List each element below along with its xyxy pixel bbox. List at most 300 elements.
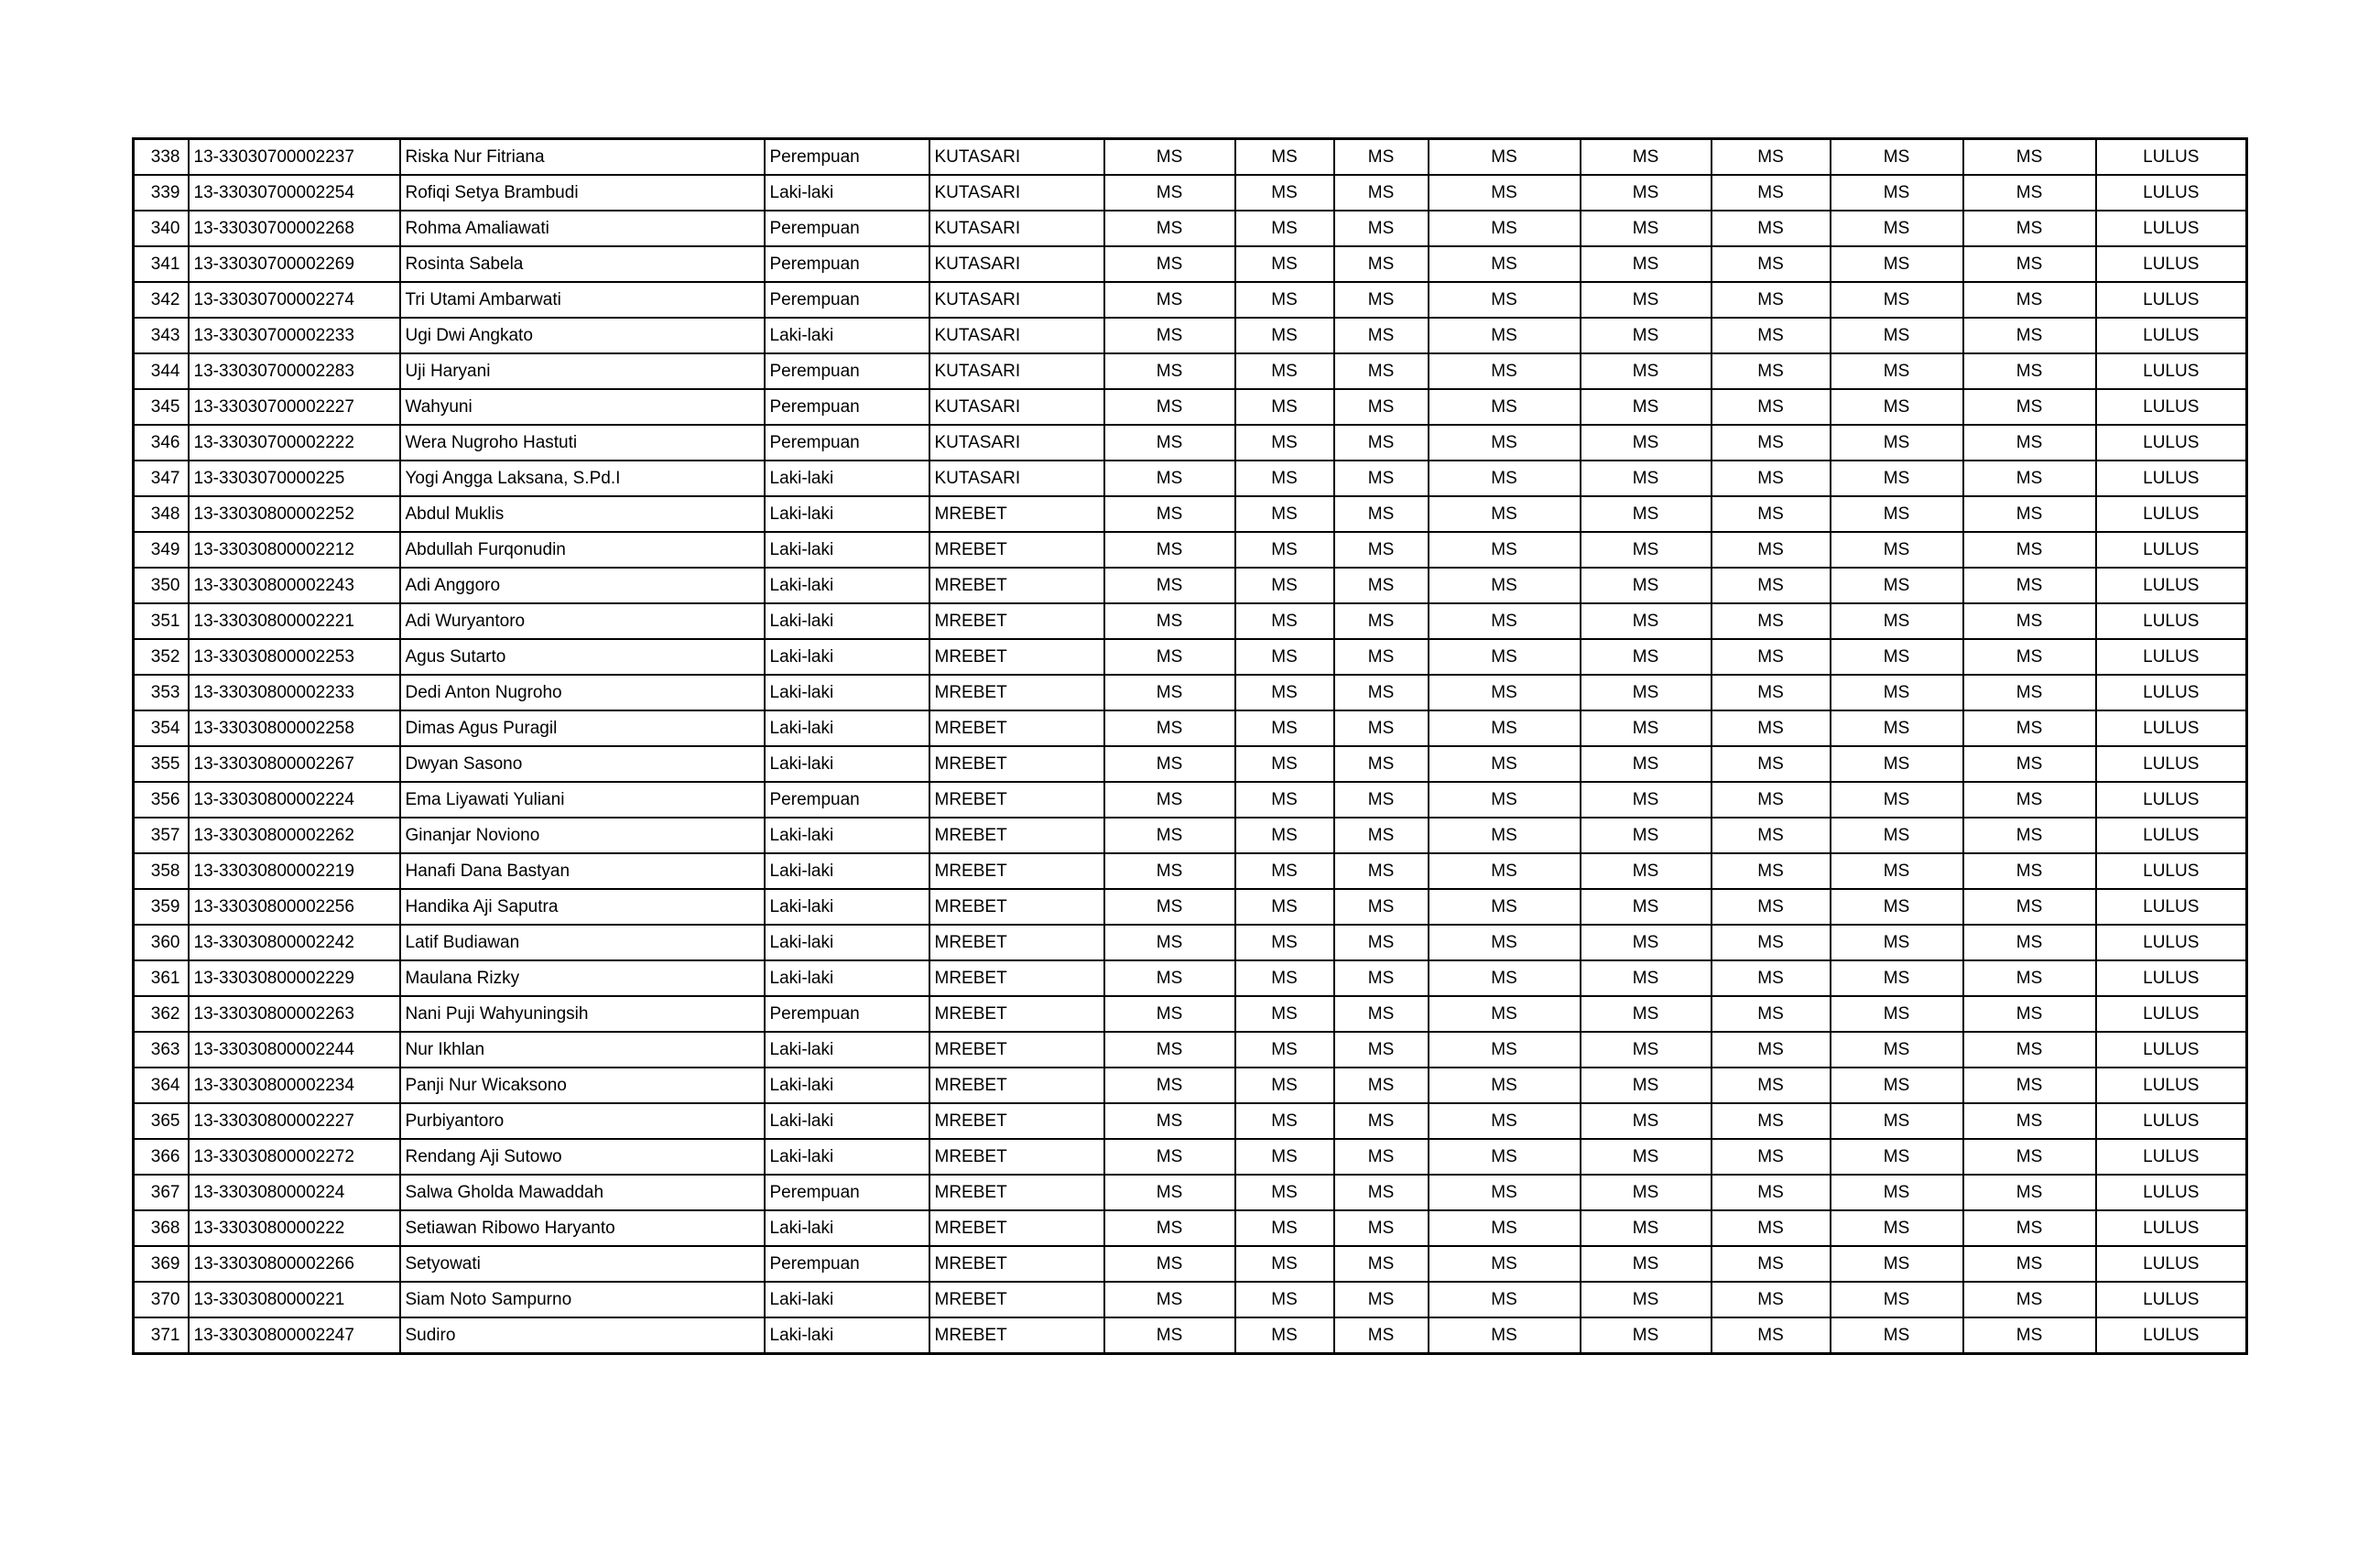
assessment-cell-5: MS [1581,853,1712,889]
gender-cell: Laki-laki [765,1282,929,1317]
assessment-cell-1: MS [1104,1210,1235,1246]
assessment-cell-7: MS [1831,282,1963,318]
assessment-cell-7: MS [1831,1139,1963,1175]
assessment-cell-4: MS [1429,853,1581,889]
assessment-cell-1: MS [1104,1139,1235,1175]
village-cell: KUTASARI [929,246,1104,282]
table-body [134,139,2247,1354]
assessment-cell-2: MS [1235,960,1334,996]
assessment-cell-8: MS [1963,1139,2096,1175]
table-row [134,818,2247,853]
row-number-cell: 345 [134,389,189,425]
assessment-cell-1: MS [1104,532,1235,568]
assessment-cell-5: MS [1581,139,1712,176]
assessment-cell-7: MS [1831,568,1963,603]
assessment-cell-6: MS [1712,746,1831,782]
table-row [134,1210,2247,1246]
assessment-cell-1: MS [1104,1068,1235,1103]
participant-name-cell: Wahyuni [400,389,765,425]
assessment-cell-8: MS [1963,1317,2096,1354]
assessment-cell-6: MS [1712,675,1831,710]
assessment-cell-5: MS [1581,818,1712,853]
participant-name-cell: Salwa Gholda Mawaddah [400,1175,765,1210]
gender-cell: Laki-laki [765,603,929,639]
assessment-cell-3: MS [1334,282,1429,318]
row-number-cell: 340 [134,211,189,246]
assessment-cell-8: MS [1963,282,2096,318]
status-cell: LULUS [2096,1282,2247,1317]
participant-name-cell: Hanafi Dana Bastyan [400,853,765,889]
assessment-cell-7: MS [1831,1282,1963,1317]
assessment-cell-3: MS [1334,568,1429,603]
assessment-cell-1: MS [1104,461,1235,496]
village-cell: MREBET [929,925,1104,960]
assessment-cell-4: MS [1429,960,1581,996]
assessment-cell-8: MS [1963,425,2096,461]
assessment-cell-4: MS [1429,496,1581,532]
assessment-cell-2: MS [1235,282,1334,318]
assessment-cell-1: MS [1104,889,1235,925]
assessment-cell-4: MS [1429,1175,1581,1210]
assessment-cell-5: MS [1581,782,1712,818]
gender-cell: Perempuan [765,211,929,246]
assessment-cell-3: MS [1334,1175,1429,1210]
participant-id-cell: 13-33030800002244 [189,1032,400,1068]
status-cell: LULUS [2096,568,2247,603]
assessment-cell-1: MS [1104,496,1235,532]
row-number-cell: 344 [134,353,189,389]
assessment-cell-2: MS [1235,639,1334,675]
participant-id-cell: 13-33030800002262 [189,818,400,853]
gender-cell: Laki-laki [765,1317,929,1354]
assessment-cell-7: MS [1831,1175,1963,1210]
assessment-cell-6: MS [1712,1068,1831,1103]
table-row [134,1139,2247,1175]
row-number-cell: 348 [134,496,189,532]
row-number-cell: 341 [134,246,189,282]
assessment-cell-2: MS [1235,568,1334,603]
village-cell: MREBET [929,1210,1104,1246]
gender-cell: Laki-laki [765,1032,929,1068]
assessment-cell-8: MS [1963,853,2096,889]
assessment-cell-3: MS [1334,639,1429,675]
participant-id-cell: 13-33030800002227 [189,1103,400,1139]
row-number-cell: 351 [134,603,189,639]
participant-name-cell: Rohma Amaliawati [400,211,765,246]
gender-cell: Perempuan [765,139,929,176]
status-cell: LULUS [2096,782,2247,818]
assessment-cell-1: MS [1104,1246,1235,1282]
status-cell: LULUS [2096,1068,2247,1103]
row-number-cell: 355 [134,746,189,782]
gender-cell: Laki-laki [765,925,929,960]
status-cell: LULUS [2096,139,2247,176]
participant-id-cell: 13-33030700002254 [189,175,400,211]
assessment-cell-6: MS [1712,1139,1831,1175]
assessment-cell-8: MS [1963,1210,2096,1246]
participant-id-cell: 13-33030800002272 [189,1139,400,1175]
assessment-cell-3: MS [1334,603,1429,639]
assessment-cell-2: MS [1235,425,1334,461]
village-cell: MREBET [929,603,1104,639]
assessment-cell-4: MS [1429,603,1581,639]
assessment-cell-6: MS [1712,461,1831,496]
participant-name-cell: Riska Nur Fitriana [400,139,765,176]
row-number-cell: 354 [134,710,189,746]
row-number-cell: 353 [134,675,189,710]
table-row [134,853,2247,889]
row-number-cell: 370 [134,1282,189,1317]
participant-id-cell: 13-33030700002274 [189,282,400,318]
assessment-cell-3: MS [1334,175,1429,211]
assessment-cell-2: MS [1235,1210,1334,1246]
assessment-cell-5: MS [1581,960,1712,996]
table-row [134,282,2247,318]
assessment-cell-1: MS [1104,675,1235,710]
gender-cell: Laki-laki [765,1103,929,1139]
village-cell: KUTASARI [929,211,1104,246]
assessment-cell-5: MS [1581,1317,1712,1354]
village-cell: KUTASARI [929,389,1104,425]
assessment-cell-4: MS [1429,139,1581,176]
participant-name-cell: Ema Liyawati Yuliani [400,782,765,818]
assessment-cell-3: MS [1334,496,1429,532]
assessment-cell-5: MS [1581,889,1712,925]
assessment-cell-1: MS [1104,1032,1235,1068]
assessment-cell-2: MS [1235,1103,1334,1139]
assessment-cell-3: MS [1334,1068,1429,1103]
assessment-cell-8: MS [1963,318,2096,353]
assessment-cell-6: MS [1712,1282,1831,1317]
status-cell: LULUS [2096,746,2247,782]
status-cell: LULUS [2096,639,2247,675]
participant-name-cell: Wera Nugroho Hastuti [400,425,765,461]
assessment-cell-7: MS [1831,710,1963,746]
assessment-cell-1: MS [1104,389,1235,425]
assessment-cell-8: MS [1963,960,2096,996]
assessment-cell-6: MS [1712,175,1831,211]
village-cell: MREBET [929,568,1104,603]
status-cell: LULUS [2096,211,2247,246]
assessment-cell-4: MS [1429,425,1581,461]
participant-id-cell: 13-33030800002224 [189,782,400,818]
row-number-cell: 364 [134,1068,189,1103]
assessment-cell-8: MS [1963,603,2096,639]
assessment-cell-5: MS [1581,1103,1712,1139]
assessment-cell-6: MS [1712,853,1831,889]
status-cell: LULUS [2096,1103,2247,1139]
gender-cell: Laki-laki [765,889,929,925]
table-row [134,425,2247,461]
assessment-cell-5: MS [1581,425,1712,461]
assessment-cell-6: MS [1712,782,1831,818]
participant-name-cell: Uji Haryani [400,353,765,389]
status-cell: LULUS [2096,710,2247,746]
assessment-cell-1: MS [1104,710,1235,746]
assessment-cell-5: MS [1581,532,1712,568]
assessment-cell-5: MS [1581,389,1712,425]
participant-name-cell: Rendang Aji Sutowo [400,1139,765,1175]
assessment-cell-6: MS [1712,639,1831,675]
village-cell: MREBET [929,532,1104,568]
assessment-cell-6: MS [1712,496,1831,532]
assessment-cell-8: MS [1963,639,2096,675]
gender-cell: Laki-laki [765,175,929,211]
table-row [134,318,2247,353]
assessment-cell-7: MS [1831,603,1963,639]
assessment-cell-8: MS [1963,246,2096,282]
assessment-cell-5: MS [1581,461,1712,496]
table-row [134,568,2247,603]
assessment-cell-7: MS [1831,461,1963,496]
village-cell: MREBET [929,1246,1104,1282]
participant-id-cell: 13-33030800002242 [189,925,400,960]
assessment-cell-2: MS [1235,746,1334,782]
assessment-cell-6: MS [1712,568,1831,603]
assessment-cell-8: MS [1963,353,2096,389]
table-row [134,996,2247,1032]
assessment-cell-6: MS [1712,318,1831,353]
assessment-cell-6: MS [1712,1317,1831,1354]
table-row [134,1032,2247,1068]
assessment-cell-4: MS [1429,675,1581,710]
assessment-cell-5: MS [1581,175,1712,211]
assessment-cell-3: MS [1334,782,1429,818]
assessment-cell-7: MS [1831,532,1963,568]
gender-cell: Laki-laki [765,710,929,746]
status-cell: LULUS [2096,818,2247,853]
assessment-cell-8: MS [1963,746,2096,782]
row-number-cell: 365 [134,1103,189,1139]
assessment-cell-6: MS [1712,389,1831,425]
participant-name-cell: Yogi Angga Laksana, S.Pd.I [400,461,765,496]
participant-id-cell: 13-33030700002233 [189,318,400,353]
assessment-cell-2: MS [1235,461,1334,496]
assessment-cell-7: MS [1831,353,1963,389]
assessment-cell-7: MS [1831,425,1963,461]
assessment-cell-6: MS [1712,889,1831,925]
participant-name-cell: Dimas Agus Puragil [400,710,765,746]
assessment-cell-2: MS [1235,889,1334,925]
participant-name-cell: Rosinta Sabela [400,246,765,282]
assessment-cell-3: MS [1334,353,1429,389]
assessment-cell-3: MS [1334,532,1429,568]
assessment-cell-5: MS [1581,1210,1712,1246]
assessment-cell-4: MS [1429,175,1581,211]
results-table [132,137,2248,1355]
assessment-cell-4: MS [1429,1282,1581,1317]
row-number-cell: 360 [134,925,189,960]
assessment-cell-2: MS [1235,318,1334,353]
row-number-cell: 366 [134,1139,189,1175]
assessment-cell-2: MS [1235,996,1334,1032]
assessment-cell-8: MS [1963,496,2096,532]
table-row [134,1068,2247,1103]
participant-name-cell: Dwyan Sasono [400,746,765,782]
assessment-cell-8: MS [1963,389,2096,425]
assessment-cell-3: MS [1334,425,1429,461]
assessment-cell-8: MS [1963,1068,2096,1103]
assessment-cell-4: MS [1429,282,1581,318]
table-row [134,532,2247,568]
assessment-cell-5: MS [1581,496,1712,532]
village-cell: KUTASARI [929,139,1104,176]
status-cell: LULUS [2096,853,2247,889]
assessment-cell-1: MS [1104,1317,1235,1354]
assessment-cell-6: MS [1712,211,1831,246]
assessment-cell-7: MS [1831,1317,1963,1354]
participant-name-cell: Abdul Muklis [400,496,765,532]
assessment-cell-3: MS [1334,1246,1429,1282]
table-row [134,603,2247,639]
gender-cell: Laki-laki [765,960,929,996]
participant-id-cell: 13-33030800002253 [189,639,400,675]
assessment-cell-6: MS [1712,425,1831,461]
assessment-cell-1: MS [1104,996,1235,1032]
assessment-cell-8: MS [1963,139,2096,176]
assessment-cell-5: MS [1581,746,1712,782]
participant-name-cell: Abdullah Furqonudin [400,532,765,568]
assessment-cell-7: MS [1831,675,1963,710]
assessment-cell-4: MS [1429,1068,1581,1103]
row-number-cell: 338 [134,139,189,176]
village-cell: KUTASARI [929,353,1104,389]
participant-id-cell: 13-33030800002243 [189,568,400,603]
assessment-cell-8: MS [1963,1246,2096,1282]
assessment-cell-1: MS [1104,1103,1235,1139]
assessment-cell-5: MS [1581,353,1712,389]
assessment-cell-3: MS [1334,960,1429,996]
assessment-cell-7: MS [1831,1032,1963,1068]
gender-cell: Perempuan [765,996,929,1032]
status-cell: LULUS [2096,496,2247,532]
assessment-cell-2: MS [1235,1317,1334,1354]
participant-id-cell: 13-33030800002256 [189,889,400,925]
village-cell: MREBET [929,1175,1104,1210]
village-cell: MREBET [929,639,1104,675]
table-row [134,782,2247,818]
participant-name-cell: Tri Utami Ambarwati [400,282,765,318]
assessment-cell-3: MS [1334,1317,1429,1354]
assessment-cell-4: MS [1429,1246,1581,1282]
village-cell: KUTASARI [929,461,1104,496]
gender-cell: Laki-laki [765,675,929,710]
status-cell: LULUS [2096,353,2247,389]
row-number-cell: 368 [134,1210,189,1246]
status-cell: LULUS [2096,889,2247,925]
table-row [134,246,2247,282]
assessment-cell-7: MS [1831,246,1963,282]
assessment-cell-1: MS [1104,782,1235,818]
participant-id-cell: 13-33030800002266 [189,1246,400,1282]
assessment-cell-7: MS [1831,889,1963,925]
assessment-cell-6: MS [1712,818,1831,853]
assessment-cell-2: MS [1235,853,1334,889]
status-cell: LULUS [2096,925,2247,960]
participant-name-cell: Maulana Rizky [400,960,765,996]
assessment-cell-8: MS [1963,925,2096,960]
assessment-cell-5: MS [1581,710,1712,746]
table-row [134,139,2247,176]
row-number-cell: 339 [134,175,189,211]
assessment-cell-4: MS [1429,568,1581,603]
assessment-cell-4: MS [1429,996,1581,1032]
participant-id-cell: 13-33030800002252 [189,496,400,532]
assessment-cell-1: MS [1104,1175,1235,1210]
assessment-cell-8: MS [1963,1175,2096,1210]
row-number-cell: 371 [134,1317,189,1354]
assessment-cell-1: MS [1104,818,1235,853]
assessment-cell-4: MS [1429,353,1581,389]
village-cell: MREBET [929,710,1104,746]
assessment-cell-6: MS [1712,710,1831,746]
participant-id-cell: 13-33030700002237 [189,139,400,176]
participant-id-cell: 13-33030800002267 [189,746,400,782]
assessment-cell-7: MS [1831,318,1963,353]
village-cell: MREBET [929,675,1104,710]
assessment-cell-7: MS [1831,639,1963,675]
assessment-cell-2: MS [1235,496,1334,532]
participant-name-cell: Setiawan Ribowo Haryanto [400,1210,765,1246]
participant-id-cell: 13-33030700002269 [189,246,400,282]
assessment-cell-4: MS [1429,1317,1581,1354]
row-number-cell: 350 [134,568,189,603]
assessment-cell-6: MS [1712,1103,1831,1139]
assessment-cell-5: MS [1581,1175,1712,1210]
table-row [134,925,2247,960]
row-number-cell: 369 [134,1246,189,1282]
assessment-cell-8: MS [1963,461,2096,496]
assessment-cell-2: MS [1235,353,1334,389]
participant-id-cell: 13-33030800002221 [189,603,400,639]
assessment-cell-6: MS [1712,1175,1831,1210]
assessment-cell-3: MS [1334,1103,1429,1139]
assessment-cell-2: MS [1235,211,1334,246]
assessment-cell-7: MS [1831,996,1963,1032]
assessment-cell-3: MS [1334,389,1429,425]
gender-cell: Laki-laki [765,746,929,782]
participant-name-cell: Adi Anggoro [400,568,765,603]
assessment-cell-1: MS [1104,211,1235,246]
participant-id-cell: 13-33030800002263 [189,996,400,1032]
assessment-cell-4: MS [1429,211,1581,246]
status-cell: LULUS [2096,603,2247,639]
assessment-cell-1: MS [1104,746,1235,782]
status-cell: LULUS [2096,996,2247,1032]
table-row [134,1103,2247,1139]
participant-id-cell: 13-33030800002212 [189,532,400,568]
assessment-cell-2: MS [1235,1175,1334,1210]
assessment-cell-3: MS [1334,1210,1429,1246]
assessment-cell-1: MS [1104,1282,1235,1317]
table-row [134,710,2247,746]
assessment-cell-4: MS [1429,710,1581,746]
assessment-cell-2: MS [1235,1032,1334,1068]
participant-name-cell: Rofiqi Setya Brambudi [400,175,765,211]
assessment-cell-1: MS [1104,603,1235,639]
participant-id-cell: 13-3303080000221 [189,1282,400,1317]
participant-id-cell: 13-33030700002227 [189,389,400,425]
assessment-cell-7: MS [1831,925,1963,960]
table-row [134,960,2247,996]
assessment-cell-6: MS [1712,603,1831,639]
status-cell: LULUS [2096,1139,2247,1175]
row-number-cell: 357 [134,818,189,853]
row-number-cell: 356 [134,782,189,818]
assessment-cell-8: MS [1963,889,2096,925]
village-cell: MREBET [929,1317,1104,1354]
assessment-cell-6: MS [1712,1210,1831,1246]
